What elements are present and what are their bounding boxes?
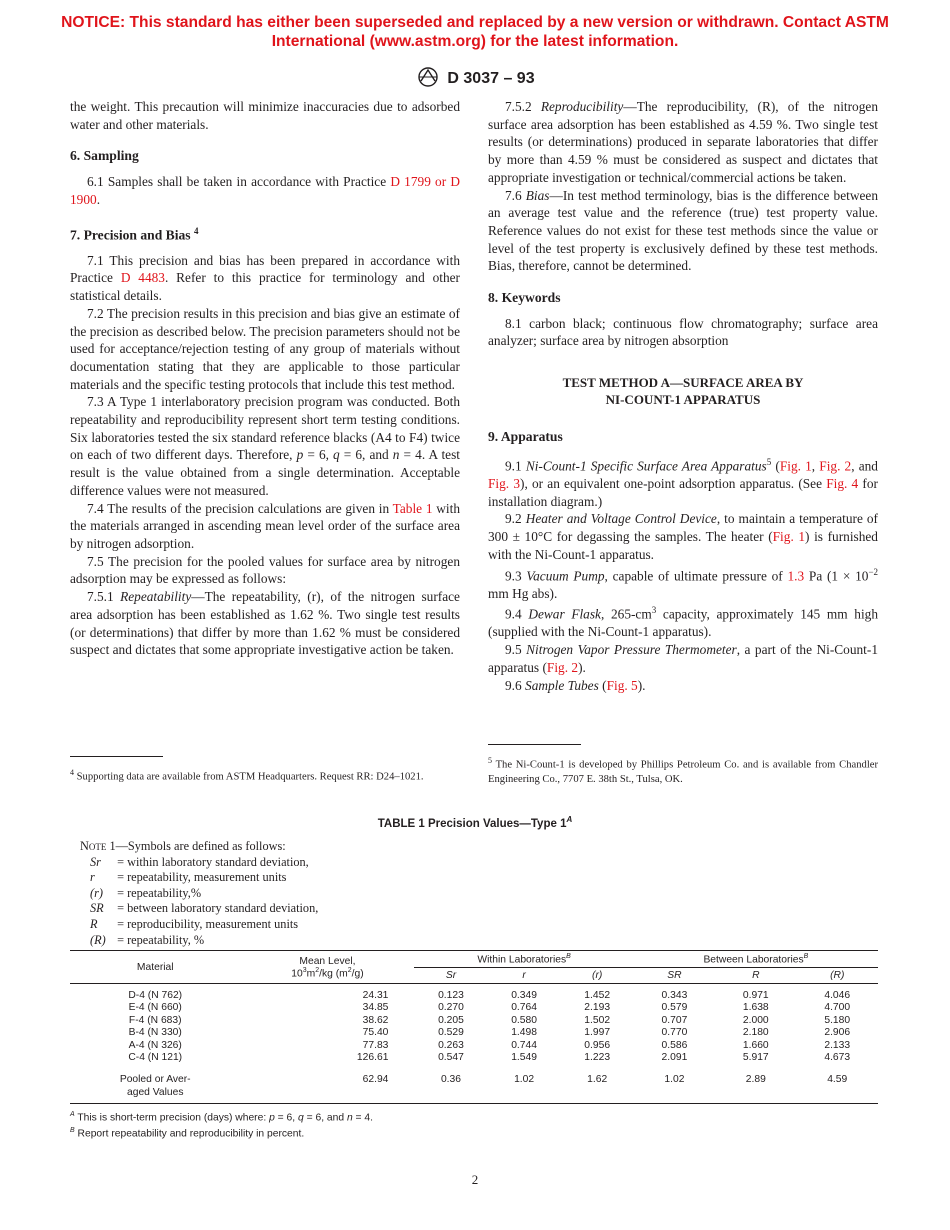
table-cell: 4.046 [824,989,851,1001]
table-cell: 62.94 [362,1074,389,1086]
left-column [70,98,460,659]
fig-1-link[interactable]: Fig. 1 [772,529,806,545]
table-cell: 0.529 [438,1027,464,1039]
fig-2-link[interactable]: Fig. 2 [546,659,579,675]
table-cell: 0.764 [511,1002,537,1014]
paragraph-7-5: 7.5 The precision for the pooled values for surface area by nitrogen adsorption may be expressed as follows: [70,553,460,587]
table-cell: 0.263 [438,1039,464,1051]
table-cell: 0.123 [438,989,464,1001]
table-cell: 0.580 [511,1014,537,1026]
fig-5-link[interactable]: Fig. 5 [606,677,638,693]
table-cell: 0.547 [438,1051,464,1063]
col-header-SR: SR [667,970,682,982]
table-cell: 1.223 [584,1051,611,1063]
paragraph-7-3: 7.3 A Type 1 interlaboratory precision program was conducted. Both repeatability and reproducibility represent short term testing conditions. Six laboratories tested the six standard reference blacks (A4 to F4) twice on each of two different days. Therefore, p = 6, q = 6, and n = 4. A test result is the value obtained from a single determination. Acceptable difference values were not measured. [70,394,460,498]
fig-2-link[interactable]: Fig. 2 [819,458,852,474]
paragraph-9-1: 9.1 Ni-Count-1 Specific Surface Area Apparatus$^5$ (Fig. 1, Fig. 2, and Fig. 3), or an equivalent one-point adsorption apparatus. (See Fig. 4 for installation diagram.) [488,456,878,509]
paragraph-7-5-2: 7.5.2 Reproducibility—The reproducibility, (R), of the nitrogen surface area adsorption has been established as 4.59 %. Two single test results (or determinations) produced in separate laboratories that differ by more than 4.59 % must be considered as suspect and dictates that appropriate investigation or technical/commercial actions be taken. [488,99,878,185]
table-cell: 4.700 [824,1002,851,1014]
paragraph-9-5: 9.5 Nitrogen Vapor Pressure Thermometer, a part of the Ni-Count-1 apparatus (Fig. 2). [488,642,879,675]
table-cell: 38.62 [362,1014,389,1026]
symbol-definition: R = reproducibility, measurement units [90,916,299,931]
col-header-within: Within Laboratories$^B$ [414,951,633,968]
table-cell: 4.673 [824,1051,851,1063]
table-cell: D-4 (N 762) [128,989,183,1001]
table-cell: 2.906 [824,1027,851,1039]
footnote-rule-right [488,744,581,745]
table-row [70,1015,878,1027]
table-cell: 2.133 [824,1039,851,1051]
fig-3-link[interactable]: Fig. 3 [488,475,520,491]
table-row [70,1027,878,1039]
table-cell: 2.091 [661,1051,688,1063]
designation-number: D 3037 – 93 [447,70,535,87]
paragraph-9-4: 9.4 Dewar Flask, $265-cm^3$ capacity, approximately 145 mm high (supplied with the Ni-Count-1 apparatus). [488,605,879,640]
table-cell: 1.660 [742,1039,769,1051]
table-cell: 77.83 [362,1039,389,1051]
table-cell: 24.31 [362,989,389,1001]
col-header-R-pct: (R) [830,970,845,982]
section-9-heading: 9. Apparatus [488,429,563,445]
table-cell: 5.180 [824,1014,851,1026]
table-cell: 0.270 [438,1002,464,1014]
table-cell: 2.000 [742,1014,769,1026]
table-cell: 0.707 [661,1014,688,1026]
table-cell: 1.02 [514,1074,535,1086]
table-cell: 0.343 [661,989,688,1001]
paragraph-continuation: the weight. This precaution will minimize inaccuracies due to adsorbed water and other materials. [70,99,460,132]
section-8-heading: 8. Keywords [488,290,561,306]
table-cell: 1.498 [511,1027,537,1039]
table-cell: F-4 (N 683) [128,1014,182,1026]
col-header-sr: Sr [445,970,457,982]
table-cell: 2.180 [742,1027,769,1039]
col-header-material: Material [136,961,174,973]
table-row [70,1052,878,1064]
table-cell: 1.549 [511,1051,537,1063]
table-cell: 0.744 [511,1039,537,1051]
table-cell: 1.997 [584,1027,611,1039]
pooled-row [70,1074,878,1103]
fig-4-link[interactable]: Fig. 4 [826,475,859,491]
table-cell: C-4 (N 121) [128,1051,183,1063]
table-cell: 5.917 [742,1051,769,1063]
section-6-heading: 6. Sampling [70,148,139,164]
table-cell: 1.62 [587,1074,608,1086]
table-row [70,1002,878,1014]
table-cell: E-4 (N 660) [128,1002,182,1014]
table-cell: 1.638 [742,1002,769,1014]
table-cell: 0.971 [742,989,769,1001]
paragraph-7-4: 7.4 The results of the precision calculations are given in Table 1 with the materials arranged in ascending mean level order of the surface area by nitrogen adsorption. [70,500,461,551]
paragraph-7-5-1: 7.5.1 Repeatability—The repeatability, (r), of the nitrogen surface area adsorption has been established as 1.62 %. Two single test results (or determinations) that differ by more than 1.62 % must be considered suspect and dictates that some appropriate investigative action be taken. [70,589,460,658]
table-cell: 4.59 [827,1074,848,1086]
table-cell: 126.61 [356,1051,389,1063]
table-cell: Pooled or Aver- aged Values [119,1074,191,1098]
table-1-link[interactable]: Table 1 [392,500,433,516]
col-header-R: R [752,970,760,982]
table-cell: A-4 (N 326) [128,1039,182,1051]
col-header-between: Between Laboratories$^B$ [634,951,878,968]
footnote-4: $^4$ Supporting data are available from ASTM Headquarters. Request RR: D24–1021. [70,768,424,783]
table-cell: 0.956 [584,1039,611,1051]
pressure-link[interactable]: 1.3 [787,567,805,583]
astm-logo-icon [415,66,441,88]
footnote-rule-left [70,756,163,757]
table-footnotes [70,1108,373,1141]
symbol-definition: Sr = within laboratory standard deviation, [90,854,309,869]
fig-1-link[interactable]: Fig. 1 [779,458,812,474]
paragraph-7-1: 7.1 This precision and bias has been prepared in accordance with Practice D 4483. Refer to this practice for terminology and other statistical details. [70,252,460,304]
table-cell: 0.586 [661,1039,688,1051]
footnote-5: $^5$ The Ni-Count-1 is developed by Phillips Petroleum Co. and is available from Chandler Engineering Co., 7707 E. 38th St., Tulsa, OK. [488,756,878,785]
symbol-definition: (r) = repeatability,% [90,885,202,900]
table-cell: 0.770 [661,1027,688,1039]
paragraph-9-2: 9.2 Heater and Voltage Control Device, to maintain a temperature of 300 ± 10°C for degassing the samples. The heater (Fig. 1) is furnished with the Ni-Count-1 apparatus. [488,511,879,562]
table-cell: 2.193 [584,1002,611,1014]
table-footnote-a: $^A$ This is short-term precision (days) where: p = 6, q = 6, and n = 4. [70,1111,374,1124]
table-title: TABLE 1 Precision Values—Type $1^A$ [377,815,573,830]
table-footnote-b: $^B$ Report repeatability and reproducibility in percent. [70,1127,305,1140]
col-header-r-pct: (r) [592,970,603,982]
table-row [70,990,878,1002]
table-cell: 34.85 [362,1002,389,1014]
designation-header [0,66,950,88]
table-cell: 0.349 [511,989,537,1001]
col-header-r: r [522,970,526,982]
withdrawal-notice: NOTICE: This standard has either been superseded and replaced by a new version or withdrawn. Contact ASTM International (www.astm.org) for the latest information. [61,14,889,50]
precision-table [70,950,878,1104]
table-cell: 1.452 [584,989,611,1001]
col-header-mean-level: Mean Level, $10^3m^2/kg$ $(m^2/g)$ [291,955,364,979]
table-cell: B-4 (N 330) [128,1027,182,1039]
symbol-definition: r = repeatability, measurement units [90,870,287,885]
d4483-link[interactable]: D 4483 [120,270,165,286]
paragraph-7-2: 7.2 The precision results in this precision and bias give an estimate of the precision as described below. The precision parameters should not be used for acceptance/rejection testing of any group of materials without documentation stating that they are applicable to those particular materials and the specific testing protocols that include this test method. [70,305,460,392]
paragraph-8-1: 8.1 carbon black; continuous flow chromatography; surface area analyzer; surface area by nitrogen absorption [488,315,878,349]
test-method-a-heading: TEST METHOD A—SURFACE AREA BY NI-COUNT-1 APPARATUS [562,375,804,408]
section-7-heading: 7. Precision and Bias $^4$ [70,225,199,243]
paragraph-6-1: 6.1 Samples shall be taken in accordance with Practice D 1799 or D 1900. [70,174,460,207]
table-cell: 1.02 [664,1074,685,1086]
table-cell: 1.502 [584,1014,611,1026]
table-cell: 0.36 [440,1074,461,1086]
paragraph-7-6: 7.6 Bias—In test method terminology, bias is the difference between an average test value and the reference (true) test property value. Reference values do not exist for these test methods since the value or level of the test property is exclusively defined by these test methods. Bias, therefore, cannot be determined. [488,187,878,274]
table-row [70,1040,878,1052]
practice-link[interactable]: D 1799 or D 1900 [70,174,460,207]
table-cell: 2.89 [745,1074,766,1086]
page-number: 2 [471,1172,479,1187]
right-column [488,98,878,694]
symbol-definition: (R) = repeatability, % [90,932,205,947]
table-cell: 0.205 [438,1014,464,1026]
symbol-definitions [80,855,318,949]
paragraph-9-6: 9.6 Sample Tubes (Fig. 5). [505,677,646,693]
symbol-definition: SR = between laboratory standard deviation, [90,901,319,916]
table-note: Note 1—Symbols are defined as follows: Sr = within laboratory standard deviation, r = repeatability, measurement units (r) = repeatability,% SR = between laboratory standard deviation, R = reproducibility, measurement units (R) = repeatability, % [80,839,319,947]
table-cell: 75.40 [362,1027,389,1039]
table-cell: 0.579 [661,1002,688,1014]
paragraph-9-3: 9.3 Vacuum Pump, capable of ultimate pressure of 1.3 Pa ($1 \times 10^{-2}$ mm Hg abs). [488,566,879,601]
